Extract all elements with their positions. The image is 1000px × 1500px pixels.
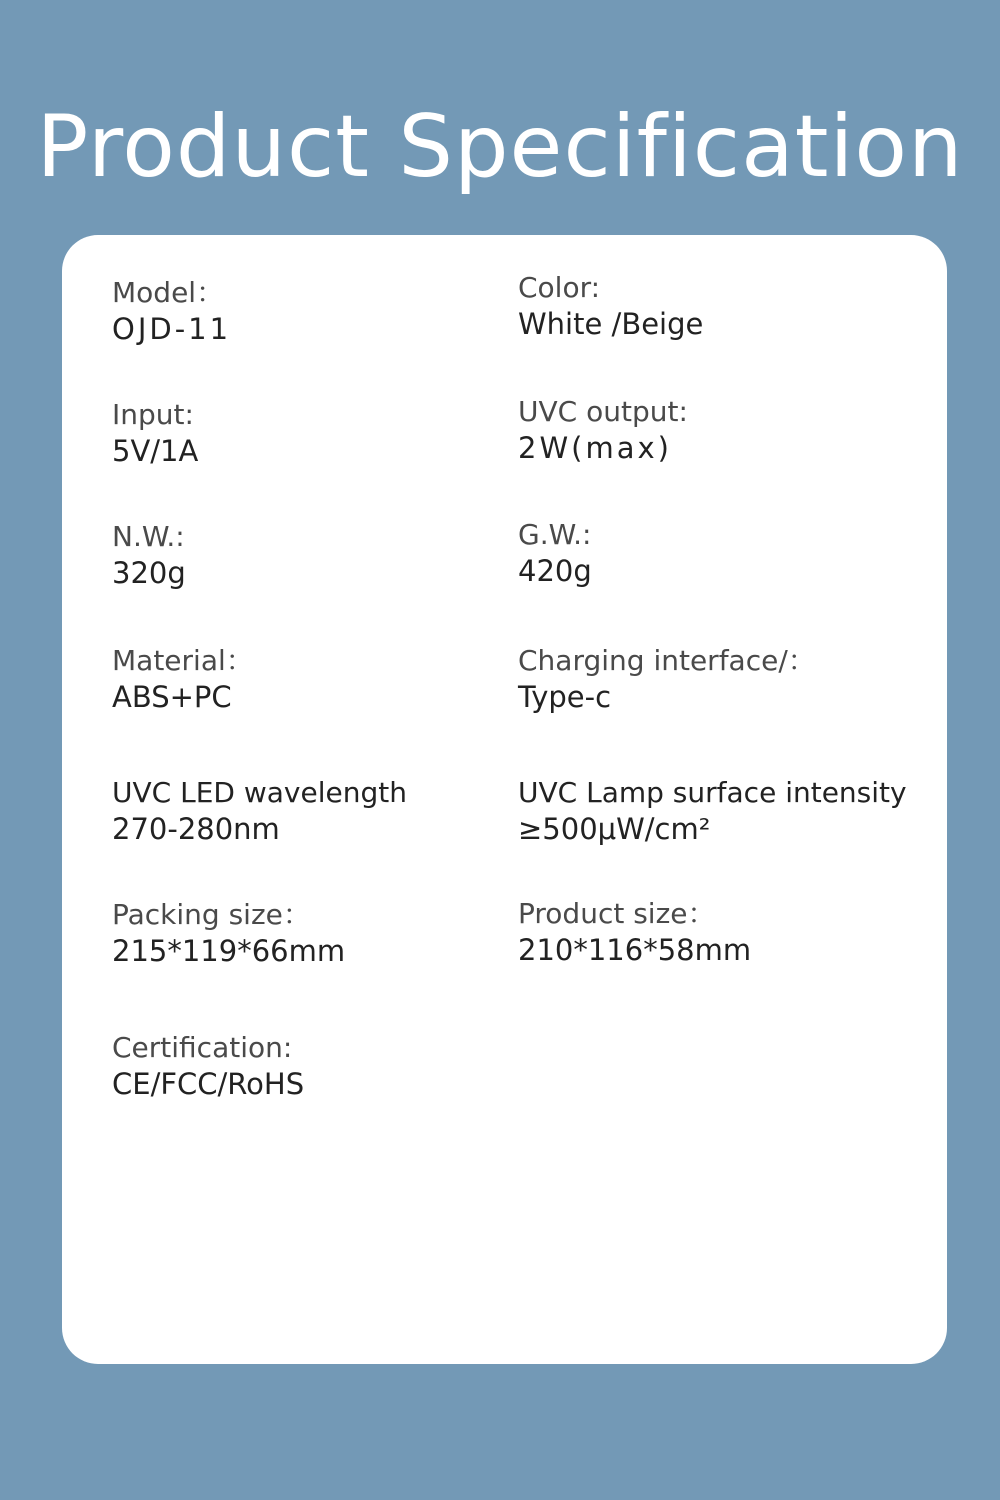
spec-label: Model：	[112, 276, 225, 309]
spec-label: UVC LED wavelength	[112, 776, 407, 809]
spec-material	[112, 643, 512, 715]
spec-label: Material：	[112, 644, 254, 677]
spec-uvc-lamp-intensity	[518, 775, 938, 847]
spec-packing-size	[112, 897, 512, 969]
spec-value: CE/FCC/RoHS	[112, 1067, 305, 1101]
spec-label: G.W.:	[518, 518, 592, 551]
spec-model	[112, 275, 512, 347]
spec-label: Product size：	[518, 897, 716, 930]
spec-value: 270-280nm	[112, 812, 280, 846]
spec-value: 320g	[112, 556, 186, 590]
spec-value: White /Beige	[518, 307, 704, 341]
specification-card	[62, 235, 947, 1364]
spec-label: Input:	[112, 398, 194, 431]
spec-color	[518, 270, 938, 342]
spec-value: 215*119*66mm	[112, 934, 346, 968]
spec-value: 5V/1A	[112, 434, 199, 468]
spec-value: 420g	[518, 554, 592, 588]
spec-value: ABS+PC	[112, 680, 232, 714]
spec-gross-weight	[518, 517, 938, 589]
spec-certification	[112, 1030, 512, 1102]
spec-label: Color:	[518, 271, 601, 304]
spec-label: Charging interface/：	[518, 644, 816, 677]
spec-label: Certification:	[112, 1031, 293, 1064]
spec-charging-interface	[518, 643, 938, 715]
spec-input	[112, 397, 512, 469]
spec-value: Type-c	[518, 680, 612, 714]
spec-uvc-led-wavelength	[112, 775, 512, 847]
spec-value: ≥500μW/cm²	[518, 812, 711, 846]
spec-product-size	[518, 896, 938, 968]
spec-value: OJD-11	[112, 312, 232, 346]
page-title: Product Specification	[36, 97, 964, 197]
spec-net-weight	[112, 519, 512, 591]
spec-label: UVC Lamp surface intensity	[518, 776, 907, 809]
spec-label: Packing size：	[112, 898, 311, 931]
spec-label: UVC output:	[518, 395, 688, 428]
spec-label: N.W.:	[112, 520, 185, 553]
spec-value: 2W(max)	[518, 431, 672, 465]
spec-value: 210*116*58mm	[518, 933, 752, 967]
spec-uvc-output	[518, 394, 938, 466]
